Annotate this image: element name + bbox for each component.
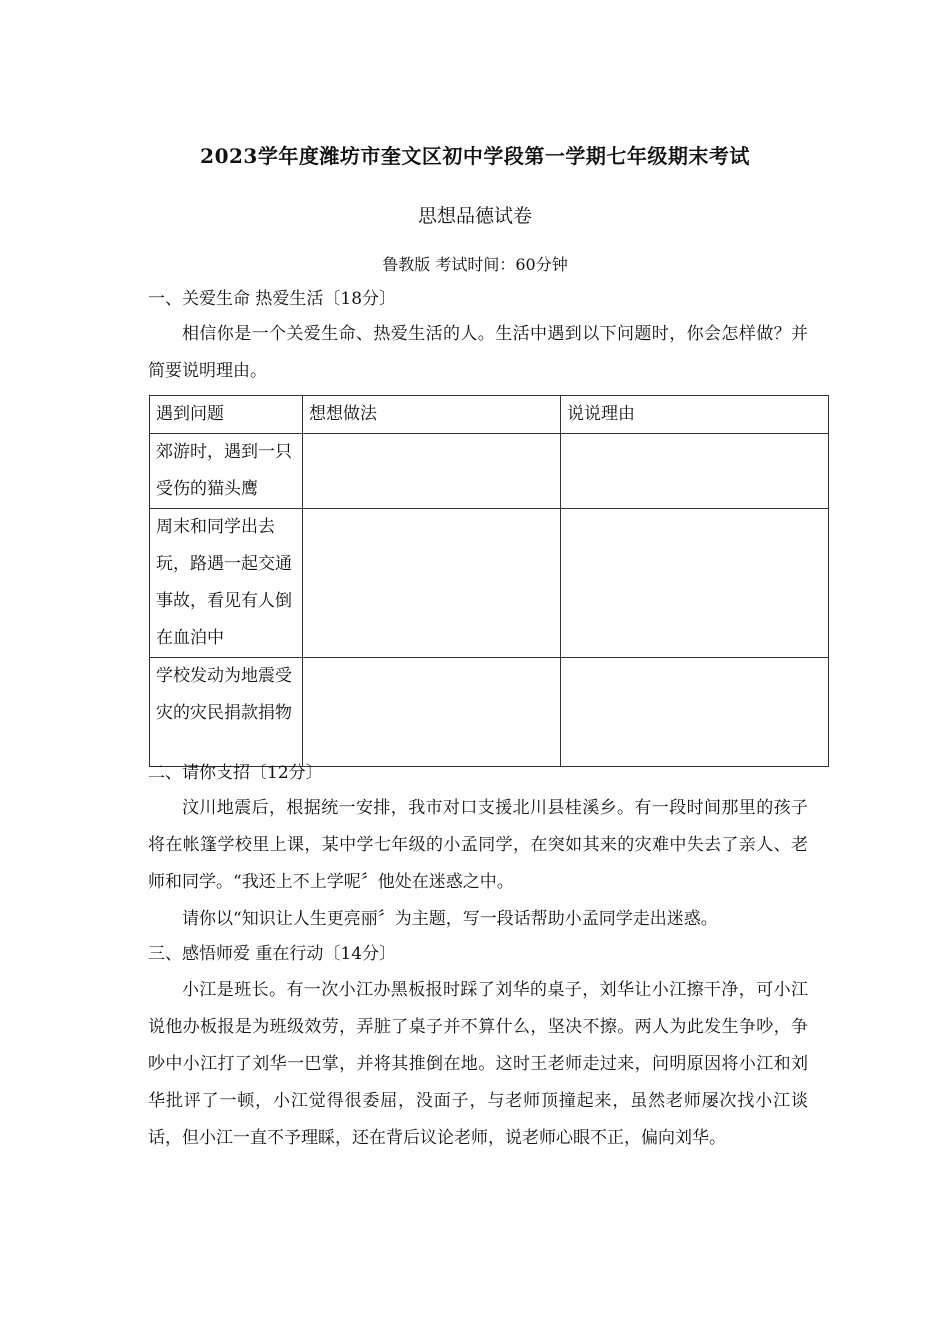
reason-answer-cell[interactable] <box>561 434 829 509</box>
method-answer-cell[interactable] <box>303 509 561 658</box>
problem-cell: 郊游时，遇到一只受伤的猫头鹰 <box>150 434 303 509</box>
table-row <box>150 658 829 767</box>
exam-subtitle: 思想品德试卷 <box>417 205 532 227</box>
table-row <box>150 509 829 658</box>
problem-cell: 周末和同学出去玩，路遇一起交通事故，看见有人倒在血泊中 <box>150 509 303 658</box>
reason-answer-cell[interactable] <box>561 658 829 767</box>
section3-paragraph: 小江是班长。有一次小江办黑板报时踩了刘华的桌子，刘华让小江擦干净，可小江说他办板报是为班级效劳，弄脏了桌子并不算什么，坚决不擦。两人为此发生争吵，争吵中小江打了刘华一巴掌，并将其推倒在地。这时王老师走过来，问明原因将小江和刘华批评了一顿，小江觉得很委屈，没面子，与老师顶撞起来，虽然老师屡次找小江谈话，但小江一直不予理睬，还在背后议论老师，说老师心眼不正，偏向刘华。 <box>148 980 808 1148</box>
table-header-cell: 遇到问题 <box>150 396 303 434</box>
problem-cell: 学校发动为地震受灾的灾民捐款捐物 <box>150 658 303 767</box>
section2-heading: 二、请你支招〔12分〕 <box>148 763 323 783</box>
exam-title: 2023学年度潍坊市奎文区初中学段第一学期七年级期末考试 <box>200 144 750 168</box>
table-row <box>150 434 829 509</box>
reason-answer-cell[interactable] <box>561 509 829 658</box>
table-header-row <box>150 396 829 434</box>
section3-heading: 三、感悟师爱 重在行动〔14分〕 <box>148 944 397 964</box>
exam-meta: 鲁教版 考试时间：60分钟 <box>382 255 568 274</box>
method-answer-cell[interactable] <box>303 434 561 509</box>
table-header-cell: 想想做法 <box>303 396 561 434</box>
section1-heading: 一、关爱生命 热爱生活〔18分〕 <box>148 289 397 309</box>
table-header-cell: 说说理由 <box>561 396 829 434</box>
section1-intro: 相信你是一个关爱生命、热爱生活的人。生活中遇到以下问题时，你会怎样做？并简要说明理由。 <box>148 324 808 381</box>
section2-paragraph: 汶川地震后，根据统一安排，我市对口支援北川县桂溪乡。有一段时间那里的孩子将在帐篷学校里上课，某中学七年级的小孟同学，在突如其来的灾难中失去了亲人、老师和同学。“我还上不上学呢〞他处在迷惑之中。 <box>148 798 808 892</box>
answer-table <box>149 395 829 767</box>
section2-task: 请你以“知识让人生更亮丽〞为主题，写一段话帮助小孟同学走出迷惑。 <box>182 909 718 929</box>
method-answer-cell[interactable] <box>303 658 561 767</box>
